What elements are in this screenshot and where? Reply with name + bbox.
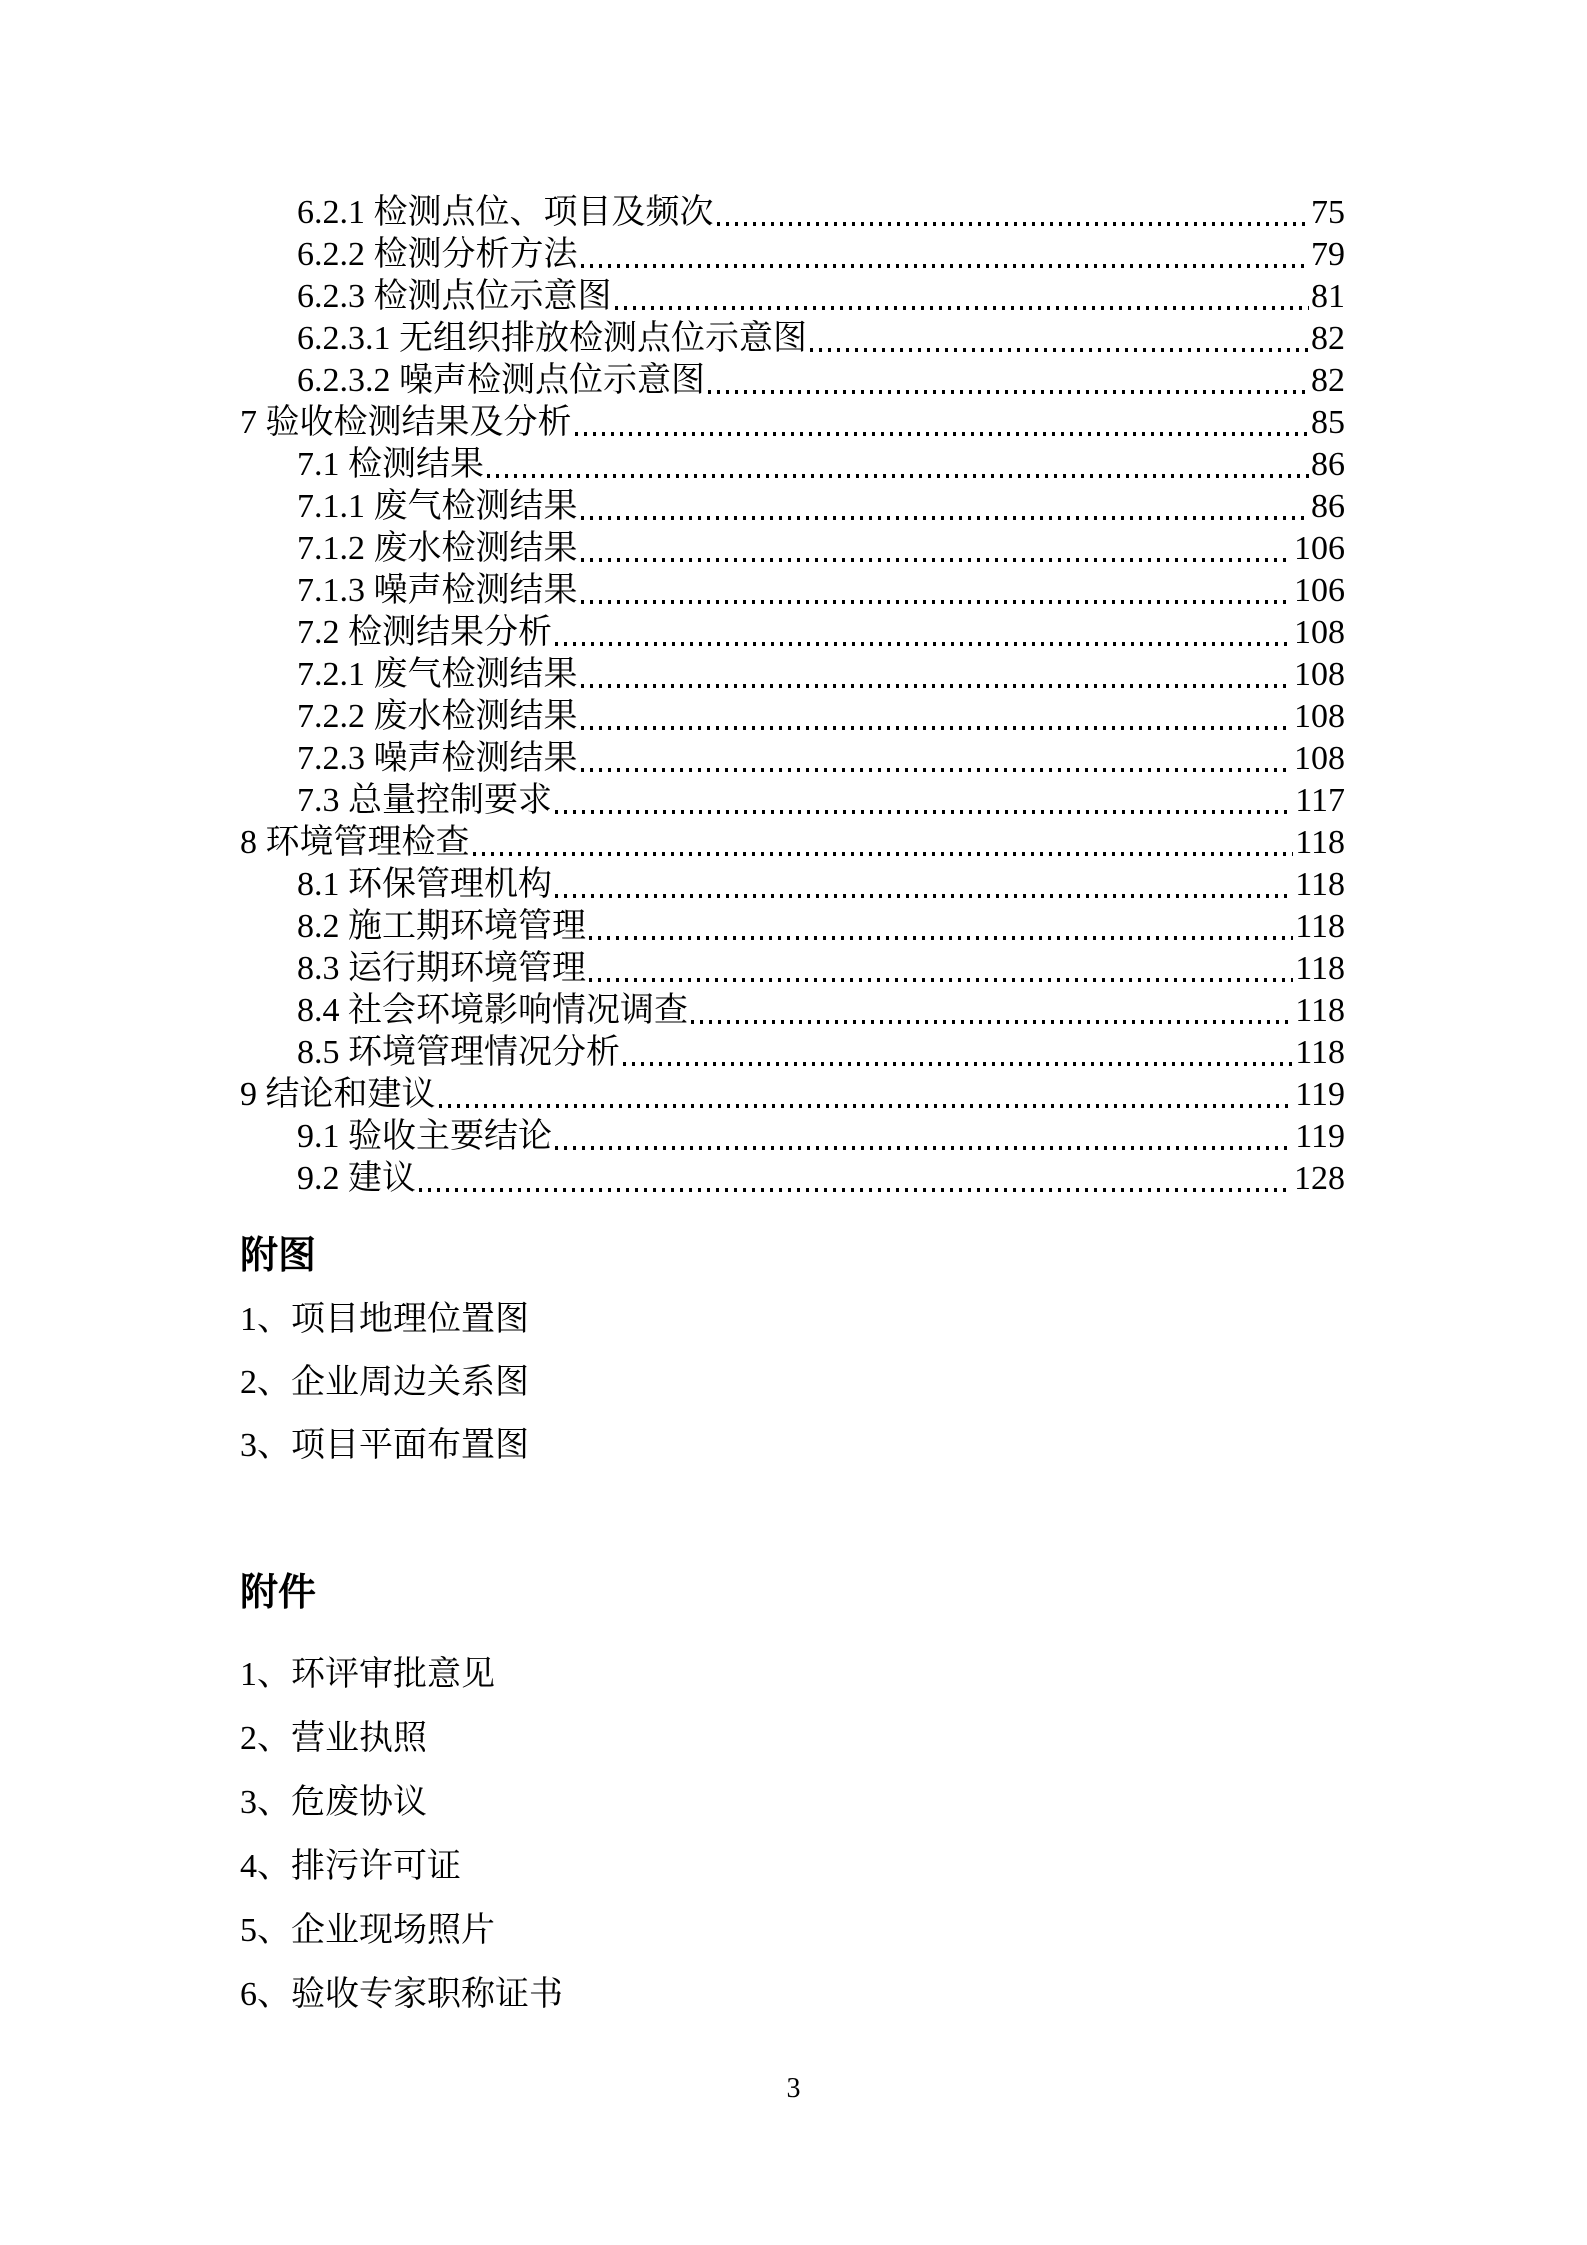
toc-entry-page-number: 106 (1294, 530, 1345, 567)
toc-entry (240, 780, 1345, 822)
toc-entry-label: 7.1.3 噪声检测结果 (297, 572, 578, 609)
page-content (240, 0, 1345, 2027)
toc-entry (240, 318, 1345, 360)
toc-entry (240, 990, 1345, 1032)
toc-entry-label: 9.1 验收主要结论 (297, 1118, 552, 1155)
toc-entry-label: 8.2 施工期环境管理 (297, 908, 586, 945)
toc-entry (240, 1116, 1345, 1158)
toc-entry-label: 6.2.3.1 无组织排放检测点位示意图 (297, 320, 807, 357)
dot-leader (581, 654, 1293, 696)
toc-entry (240, 444, 1345, 486)
dot-leader (581, 738, 1293, 780)
dot-leader (615, 276, 1310, 318)
toc-entry (240, 948, 1345, 990)
dot-leader (691, 990, 1293, 1032)
toc-entry-page-number: 82 (1311, 362, 1345, 399)
list-item: 2、企业周边关系图 (240, 1364, 529, 1401)
dot-leader (708, 360, 1309, 402)
dot-leader (439, 1074, 1294, 1116)
list-item: 5、企业现场照片 (240, 1912, 495, 1949)
toc-entry-page-number: 117 (1295, 782, 1345, 819)
toc-entry (240, 402, 1345, 444)
toc-entry (240, 738, 1345, 780)
toc-entry-page-number: 108 (1294, 698, 1345, 735)
toc-entry-page-number: 119 (1295, 1076, 1345, 1113)
toc-entry-page-number: 86 (1311, 488, 1345, 525)
toc-entry-page-number: 118 (1295, 824, 1345, 861)
toc-entry-page-number: 108 (1294, 656, 1345, 693)
toc-entry-page-number: 85 (1311, 404, 1345, 441)
toc-entry-label: 7.2 检测结果分析 (297, 614, 552, 651)
toc-entry-page-number: 118 (1295, 992, 1345, 1029)
toc-entry-label: 6.2.2 检测分析方法 (297, 236, 578, 273)
toc-entry (240, 612, 1345, 654)
list-item: 2、营业执照 (240, 1720, 427, 1757)
toc-entry (240, 528, 1345, 570)
toc-entry-label: 9.2 建议 (297, 1160, 416, 1197)
toc-entry (240, 192, 1345, 234)
toc-entry-page-number: 108 (1294, 614, 1345, 651)
figures-list (240, 1288, 1345, 1477)
toc-entry (240, 570, 1345, 612)
list-item: 1、项目地理位置图 (240, 1301, 529, 1338)
dot-leader (623, 1032, 1293, 1074)
toc-entry-label: 7 验收检测结果及分析 (240, 404, 572, 441)
toc-entry (240, 906, 1345, 948)
toc-entry (240, 360, 1345, 402)
toc-entry-label: 7.2.1 废气检测结果 (297, 656, 578, 693)
dot-leader (555, 780, 1293, 822)
dot-leader (473, 822, 1294, 864)
toc-entry (240, 1032, 1345, 1074)
toc-entry (240, 234, 1345, 276)
dot-leader (717, 192, 1310, 234)
toc-entry (240, 654, 1345, 696)
attachments-list (240, 1643, 1345, 2027)
toc-entry (240, 1158, 1345, 1200)
list-item: 6、验收专家职称证书 (240, 1976, 563, 2013)
toc-entry-page-number: 79 (1311, 236, 1345, 273)
dot-leader (555, 612, 1292, 654)
toc-entry-label: 8.3 运行期环境管理 (297, 950, 586, 987)
toc-entry-page-number: 106 (1294, 572, 1345, 609)
dot-leader (555, 864, 1293, 906)
dot-leader (810, 318, 1309, 360)
dot-leader (555, 1116, 1293, 1158)
toc-entry-label: 7.2.2 废水检测结果 (297, 698, 578, 735)
dot-leader (581, 696, 1293, 738)
list-item: 1、环评审批意见 (240, 1656, 495, 1693)
toc-entry (240, 486, 1345, 528)
toc-entry-page-number: 118 (1295, 950, 1345, 987)
toc-entry-label: 7.2.3 噪声检测结果 (297, 740, 578, 777)
figures-heading: 附图 (240, 1235, 317, 1277)
table-of-contents (240, 0, 1345, 1200)
toc-entry-page-number: 81 (1311, 278, 1345, 315)
dot-leader (581, 486, 1310, 528)
toc-entry-label: 7.1 检测结果 (297, 446, 484, 483)
toc-entry-label: 8.5 环境管理情况分析 (297, 1034, 620, 1071)
toc-entry-page-number: 118 (1295, 1034, 1345, 1071)
toc-entry-label: 8.1 环保管理机构 (297, 866, 552, 903)
list-item: 4、排污许可证 (240, 1848, 461, 1885)
toc-entry-page-number: 108 (1294, 740, 1345, 777)
toc-entry-label: 7.3 总量控制要求 (297, 782, 552, 819)
toc-entry-label: 9 结论和建议 (240, 1076, 436, 1113)
list-item: 3、危废协议 (240, 1784, 427, 1821)
toc-entry-page-number: 118 (1295, 908, 1345, 945)
dot-leader (581, 570, 1293, 612)
attachments-heading: 附件 (240, 1572, 317, 1614)
toc-entry-page-number: 86 (1311, 446, 1345, 483)
toc-entry-label: 7.1.1 废气检测结果 (297, 488, 578, 525)
toc-entry-label: 6.2.1 检测点位、项目及频次 (297, 194, 714, 231)
toc-entry-page-number: 75 (1311, 194, 1345, 231)
toc-entry-label: 8 环境管理检查 (240, 824, 470, 861)
toc-entry-label: 6.2.3.2 噪声检测点位示意图 (297, 362, 705, 399)
toc-entry-page-number: 128 (1294, 1160, 1345, 1197)
dot-leader (419, 1158, 1292, 1200)
toc-entry (240, 864, 1345, 906)
toc-entry (240, 822, 1345, 864)
footer-page-number: 3 (786, 2073, 801, 2104)
dot-leader (487, 444, 1309, 486)
toc-entry-label: 8.4 社会环境影响情况调查 (297, 992, 688, 1029)
toc-entry-page-number: 119 (1295, 1118, 1345, 1155)
list-item: 3、项目平面布置图 (240, 1427, 529, 1464)
dot-leader (581, 528, 1293, 570)
toc-entry-page-number: 82 (1311, 320, 1345, 357)
dot-leader (589, 948, 1293, 990)
dot-leader (589, 906, 1293, 948)
dot-leader (581, 234, 1310, 276)
toc-entry-label: 7.1.2 废水检测结果 (297, 530, 578, 567)
toc-entry-page-number: 118 (1295, 866, 1345, 903)
toc-entry-label: 6.2.3 检测点位示意图 (297, 278, 612, 315)
toc-entry (240, 276, 1345, 318)
toc-entry (240, 696, 1345, 738)
dot-leader (575, 402, 1310, 444)
toc-entry (240, 1074, 1345, 1116)
